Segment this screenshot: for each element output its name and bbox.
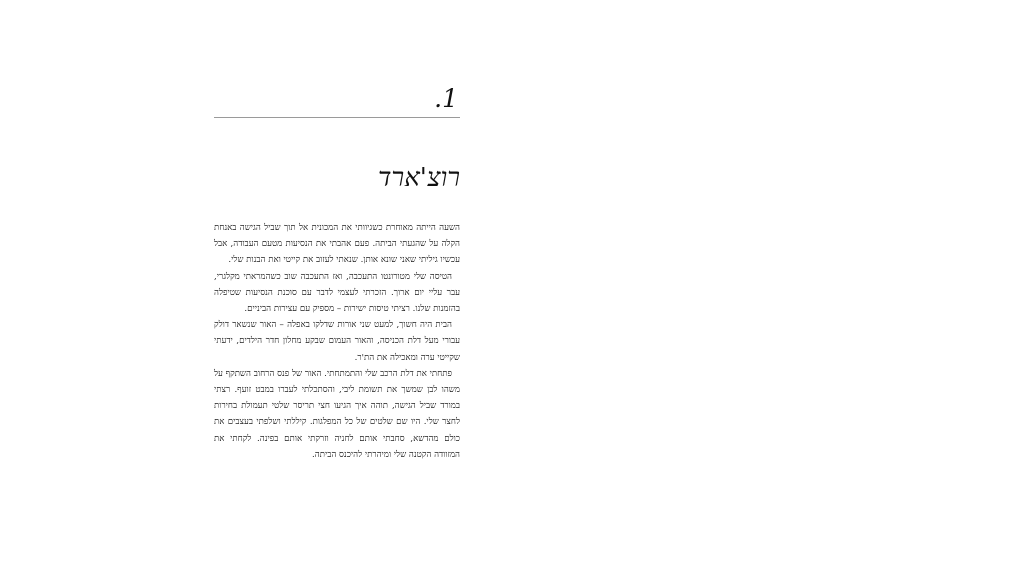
paragraph: השעה הייתה מאוחרת כשגיוותי את המכונית אל תוך שביל הגישה באנחת הקלה על שהגעתי הביתה. פעם אהבתי את הנסיעות מטעם העבודה, אבל עכשיו גיליתי שאני שונא אותן. שנאתי לעזוב את קייטי ואת הבנות שלי. (214, 223, 460, 266)
paragraph: הבית היה חשוך, למעט שני אורות שדלקו באפלה – האור שנשאר דולק עבורי מעל דלת הכניסה, והאור העמום שבקע מחלון חדר הילדים, ידעתי שקייטי ערה ומאכילה את הת'ר. (214, 320, 460, 363)
chapter-number: 1. (434, 84, 458, 113)
chapter-title: רוצ'ארד (378, 163, 460, 193)
paragraph: הטיסה שלי מטורונטו התעכבה, ואז התעכבה שוב כשהמראתי מקלגרי, עבר עליי יום ארוך. הזכרתי לעצמי לדבר עם סוכנת הנסיעות שטיפלה בהזמנות שלנו. רציתי טיסות ישירות – מספיק עם עצירות הביניים. (214, 271, 460, 315)
chapter-divider (214, 117, 460, 118)
chapter-body (214, 220, 460, 463)
text-column (214, 84, 460, 463)
paragraph: פתחתי את דלת הרכב שלי והתמתחתי. האור של פנס הרחוב השתקף על משהו לבן שמשך את תשומת ליבי, והסתכלתי לעברו במבט זועף. רצתי במורד שביל הגישה, תוהה איך הגיעו חצי תריסר שלטי תעמולת בחירות לחצר שלי. היו שם שלטים של כל המפלגות. קיללתי ושלפתי בעצבים את כולם מהדשא, סחבתי אותם לחניה וזרקתי אותם בפינה. לקחתי את המזוודה הקטנה שלי ומיהרתי להיכנס הביתה. (214, 368, 460, 460)
